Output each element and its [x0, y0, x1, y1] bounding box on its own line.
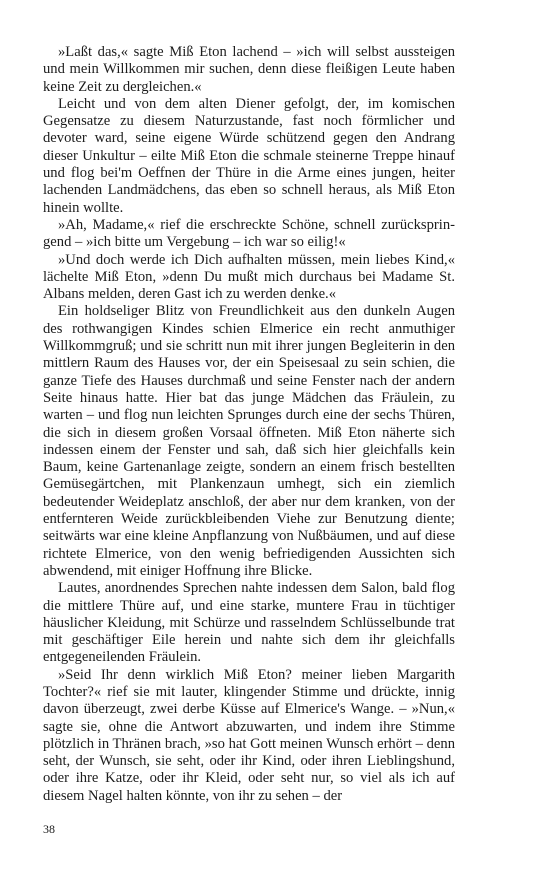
paragraph-4: »Und doch werde ich Dich aufhalten müssen, mein liebes Kind,« lächelte Miß Eton, »denn Du mußt mich durchaus bei Madame St. Albans melden, deren Gast ich zu werden denke.« [43, 251, 455, 303]
paragraph-3: »Ah, Madame,« rief die erschreckte Schöne, schnell zurückspringend – »ich bitte um Vergebung – ich war so eilig!« [43, 216, 455, 251]
paragraph-5: Ein holdseliger Blitz von Freundlichkeit aus den dunkeln Augen des rothwangigen Kindes schien Elmerice ein recht anmuthiger Willkommgruß; und sie schritt nun mit ihrer jungen Begleiterin in den mittlern Raum des Hauses vor, der ein Speisesaal zu sein schien, die ganze Tiefe des Hauses durchmaß und seine Fenster nach der andern Seite hinaus hatte. Hier bat das junge Mädchen das Fräulein, zu warten – und flog nun leichten Sprunges durch eine der sechs Thüren, die sich in diesem großen Vorsaal öffneten. Miß Eton näherte sich indessen einem der Fenster und sah, daß sich hier gleichfalls kein Baum, keine Gartenanlage zeigte, sondern an einem frisch bestellten Gemüsegärtchen, mit Plankenzaun umhegt, sich ein ziemlich bedeutender Weideplatz anschloß, der aber nur dem kranken, von der entfernteren Weide zurückbleibenden Viehe zur Benutzung diente; seitwärts war eine kleine Anpflanzung von Nußbäumen, und auf diese richtete Elmerice, von den wenig befriedigenden Aussichten sich abwendend, mit einiger Hoffnung ihre Blicke. [43, 303, 455, 579]
paragraph-7: »Seid Ihr denn wirklich Miß Eton? meiner lieben Margarith Tochter?« rief sie mit lauter, klingender Stimme und drückte, innig davon überzeugt, zwei derbe Küsse auf Elmerice's Wange. – »Nun,« sagte sie, ohne die Antwort abzuwarten, und indem ihre Stimme plötzlich in Thränen brach, »so hat Gott meinen Wunsch erhört – denn seht, der Wunsch, sie seht, oder ihr Kind, oder ihren Lieblingshund, oder ihre Katze, oder ihr Kleid, oder seht nur, so viel als ich auf diesem Nagel halten könnte, von ihr zu sehen – der [43, 666, 455, 804]
paragraph-2: Leicht und von dem alten Diener gefolgt, der, im komischen Gegensatze zu diesem Naturzustande, fast noch förmlicher und devoter ward, seine eigene Würde schützend gegen den Andrang dieser Unkultur – eilte Miß Eton die schmale steinerne Treppe hinauf und flog bei'm Oeffnen der Thüre in die Arme eines jungen, heiter lachenden Landmädchens, das eben so schnell heraus, als Miß Eton hinein wollte. [43, 95, 455, 216]
page-number: 38 [43, 822, 55, 836]
paragraph-6: Lautes, anordnendes Sprechen nahte indessen dem Salon, bald flog die mittlere Thüre auf, und eine starke, muntere Frau in tüchtiger häuslicher Kleidung, mit Schürze und rasselndem Schlüsselbunde trat mit geschäftiger Eile herein und nahte sich dem ihr gleichfalls entgegeneilenden Fräulein. [43, 580, 455, 666]
body-text [43, 44, 455, 805]
paragraph-1: »Laßt das,« sagte Miß Eton lachend – »ich will selbst aussteigen und mein Willkommen mir suchen, denn diese fleißigen Leute haben keine Zeit zu dergleichen.« [43, 44, 455, 95]
